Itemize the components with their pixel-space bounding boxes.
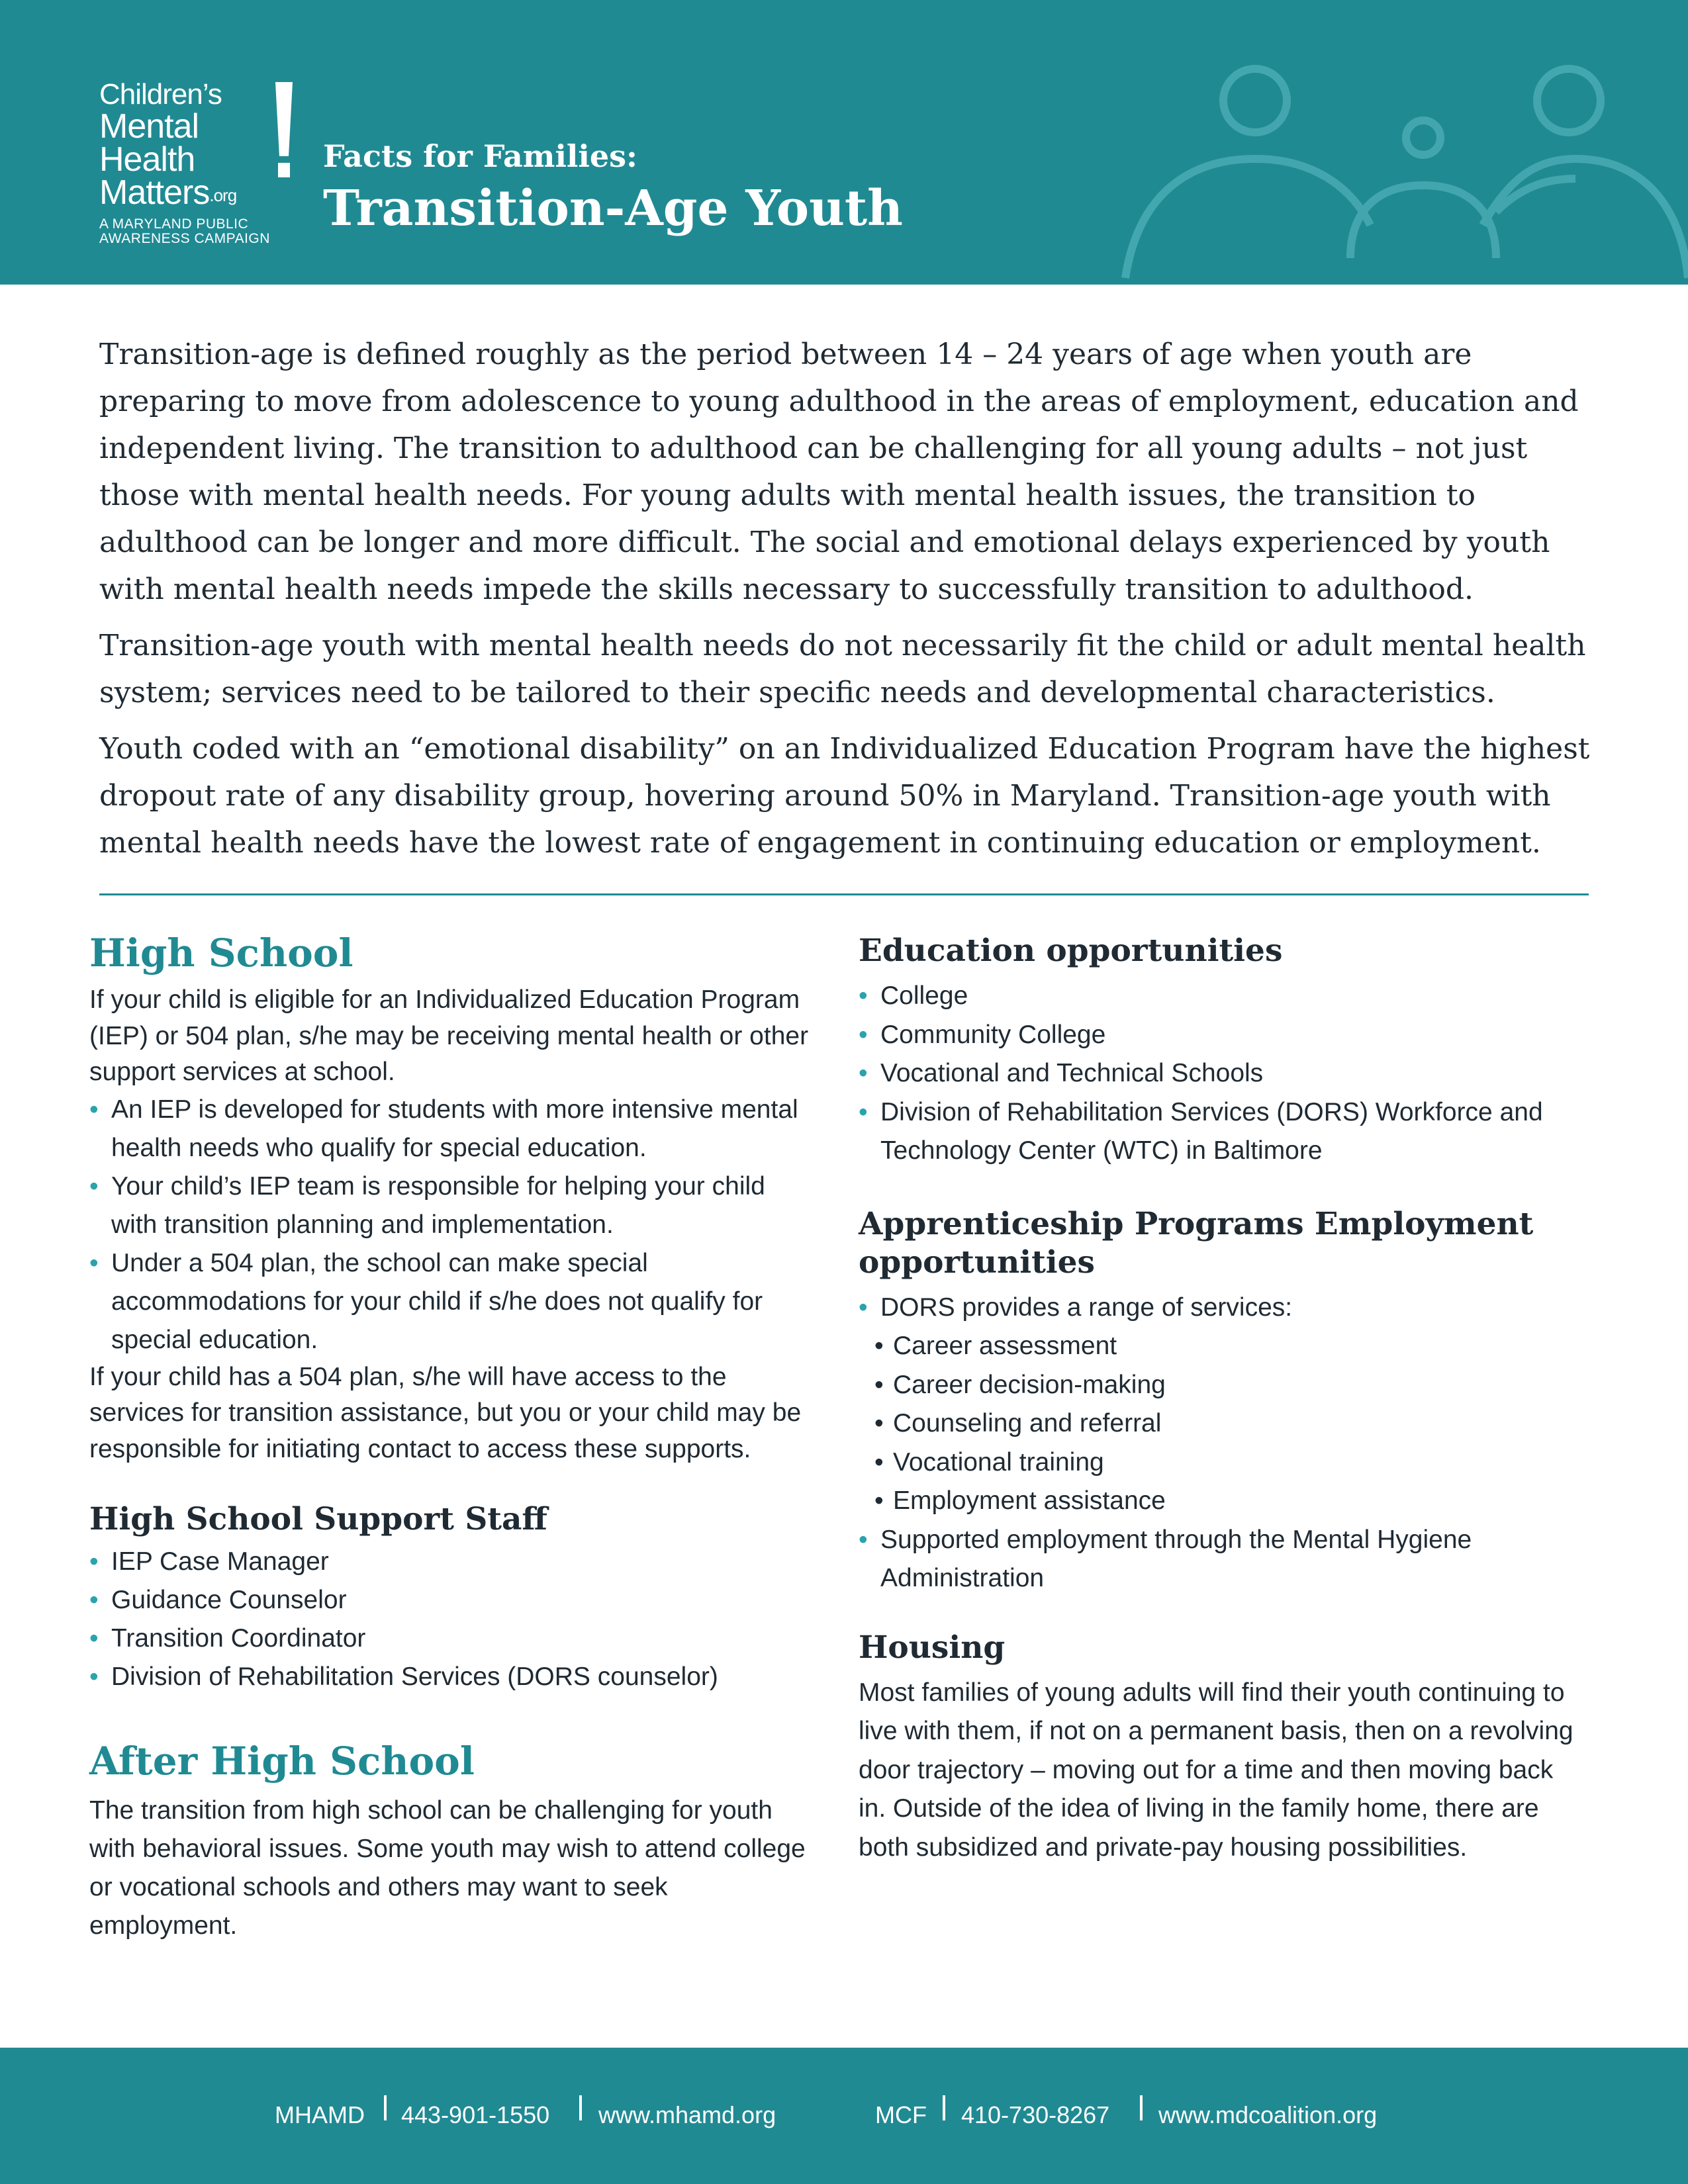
header-kicker: Facts for Families: <box>323 138 638 174</box>
list-item: • An IEP is developed for students with more intensive mental health needs who qualify for special education. <box>89 1091 811 1167</box>
exclamation-icon <box>273 82 295 181</box>
list-item: • Career assessment <box>859 1327 1580 1366</box>
list-item: • Your child’s IEP team is responsible for helping your child with transition planning and implementation. <box>89 1167 811 1244</box>
footer-org-mcf: MCF <box>875 2101 927 2128</box>
support-staff-heading: High School Support Staff <box>89 1501 548 1537</box>
dors-services-list <box>859 1327 1580 1521</box>
list-item: • Guidance Counselor <box>89 1581 811 1619</box>
footer-separator <box>384 2095 387 2120</box>
footer-separator <box>1140 2095 1143 2120</box>
logo-line-4 <box>99 173 298 212</box>
logo-matters: Matters <box>99 173 210 212</box>
intro-paragraph-1: Transition-age is defined roughly as the period between 14 – 24 years of age when youth are preparing to move from adolescence to young adulthood in the areas of employment, education and independent living. The transition to adulthood can be challenging for all young adults – not just those with mental health needs. For young adults with mental health issues, the transition to adulthood can be longer and more difficult. The social and emotional delays experienced by youth with mental health needs impede the skills necessary to successfully transition to adulthood. <box>99 338 1579 606</box>
education-heading: Education opportunities <box>859 933 1283 969</box>
footer-phone-mcf: 410-730-8267 <box>961 2101 1110 2128</box>
high-school-heading: High School <box>89 931 353 976</box>
list-item: • Supported employment through the Mental Hygiene Administration <box>859 1521 1580 1598</box>
support-staff-list <box>89 1543 811 1696</box>
footer-separator <box>943 2095 945 2120</box>
logo-tagline-1: A MARYLAND PUBLIC <box>99 216 249 232</box>
childrens-mental-health-matters-logo <box>99 79 298 245</box>
list-item: • Vocational training <box>859 1443 1580 1482</box>
education-list <box>859 977 1580 1171</box>
apprenticeship-list <box>859 1289 1580 1328</box>
list-item: • Under a 504 plan, the school can make special accommodations for your child if s/he does not qualify for special education. <box>89 1244 811 1359</box>
logo-tagline-2: AWARENESS CAMPAIGN <box>99 231 270 246</box>
section-divider <box>99 893 1589 895</box>
list-item: • Transition Coordinator <box>89 1619 811 1658</box>
list-item: • Career decision-making <box>859 1366 1580 1405</box>
list-item: • Division of Rehabilitation Services (DORS counselor) <box>89 1658 811 1696</box>
apprenticeship-heading: Apprenticeship Programs Employment opportunities <box>859 1205 1534 1281</box>
high-school-bullets <box>89 1091 811 1359</box>
logo-line-1: Children’s <box>99 78 222 111</box>
footer-org-mhamd: MHAMD <box>275 2101 365 2128</box>
high-school-lead: If your child is eligible for an Individualized Education Program (IEP) or 504 plan, s/he may be receiving mental health or other support services at school. <box>89 985 809 1086</box>
page-title: Transition-Age Youth <box>323 180 903 237</box>
footer-separator <box>579 2095 582 2120</box>
footer-banner <box>0 2048 1688 2184</box>
footer-link-mhamd[interactable]: www.mhamd.org <box>598 2101 776 2128</box>
after-high-school-body: The transition from high school can be challenging for youth with behavioral issues. Some youth may wish to attend college or vocational schools and others may want to seek employment. <box>89 1796 806 1940</box>
logo-org: .org <box>209 185 237 205</box>
list-item: • DORS provides a range of services: <box>859 1289 1580 1328</box>
intro-paragraph-2: Transition-age youth with mental health needs do not necessarily fit the child or adult mental health system; services need to be tailored to their specific needs and developmental characteristics. <box>99 629 1586 709</box>
housing-body: Most families of young adults will find their youth continuing to live with them, if not on a permanent basis, then on a revolving door trajectory – moving out for a time and then moving back in. Outside of the idea of living in the family home, there are both subsidized and private-pay housing possibilities. <box>859 1678 1573 1862</box>
list-item: • Employment assistance <box>859 1482 1580 1521</box>
right-column <box>859 927 1580 1867</box>
list-item: • Community College <box>859 1016 1580 1055</box>
list-item: • Division of Rehabilitation Services (DORS) Workforce and Technology Center (WTC) in Baltimore <box>859 1093 1580 1171</box>
logo-line-2: Mental <box>99 107 199 146</box>
intro-paragraph-3: Youth coded with an “emotional disability” on an Individualized Education Program have the highest dropout rate of any disability group, hovering around 50% in Maryland. Transition-age youth with mental health needs have the lowest rate of engagement in continuing education or employment. <box>99 732 1590 860</box>
after-high-school-heading: After High School <box>89 1739 475 1784</box>
footer-link-mcf[interactable]: www.mdcoalition.org <box>1158 2101 1378 2128</box>
list-item: • Vocational and Technical Schools <box>859 1054 1580 1093</box>
logo-line-3: Health <box>99 140 195 179</box>
supported-employment-list <box>859 1521 1580 1598</box>
footer-contacts <box>0 2095 1688 2135</box>
list-item: • Counseling and referral <box>859 1404 1580 1443</box>
family-figures-icon <box>1112 60 1688 285</box>
header-banner <box>0 0 1688 285</box>
list-item: • College <box>859 977 1580 1016</box>
list-item: • IEP Case Manager <box>89 1543 811 1581</box>
footer-phone-mhamd: 443-901-1550 <box>401 2101 550 2128</box>
high-school-follow: If your child has a 504 plan, s/he will have access to the services for transition assistance, but you or your child may be responsible for initiating contact to access these supports. <box>89 1362 802 1463</box>
left-column <box>89 927 811 1945</box>
housing-heading: Housing <box>859 1629 1006 1666</box>
intro-section <box>99 331 1595 876</box>
